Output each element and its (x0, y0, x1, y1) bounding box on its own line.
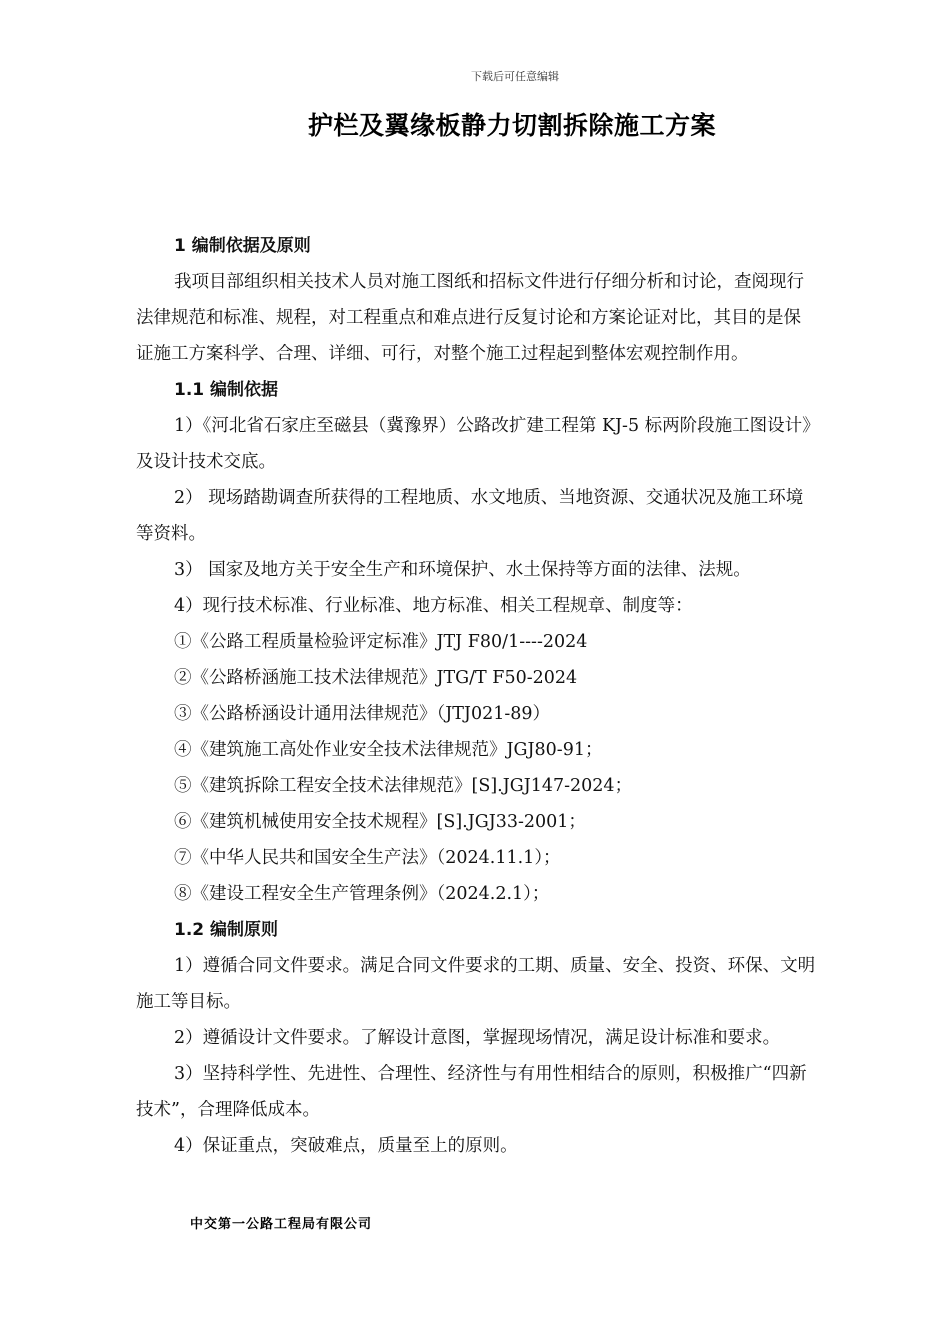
paragraph-line: 2）遵循设计文件要求。了解设计意图，掌握现场情况，满足设计标准和要求。 (174, 1028, 781, 1048)
reference-item: ⑧《建设工程安全生产管理条例》（2024.2.1）； (174, 884, 550, 904)
document-body (136, 228, 871, 1164)
paragraph-line: 法律规范和标准、规程，对工程重点和难点进行反复讨论和方案论证对比，其目的是保 (136, 308, 801, 328)
reference-item: ⑥《建筑机械使用安全技术规程》[S].JGJ33-2001； (174, 812, 586, 832)
paragraph-line: 技术”，合理降低成本。 (136, 1100, 320, 1120)
subsection-heading: 1.2 编制原则 (174, 920, 279, 940)
reference-item: ⑦《中华人民共和国安全生产法》（2024.11.1）； (174, 848, 561, 868)
paragraph-line: 1）《河北省石家庄至磁县（冀豫界）公路改扩建工程第 KJ-5 标两阶段施工图设计》 (174, 416, 820, 436)
paragraph-line: 3） 国家及地方关于安全生产和环境保护、水土保持等方面的法律、法规。 (174, 560, 751, 580)
document-title: 护栏及翼缘板静力切割拆除施工方案 (308, 111, 717, 140)
paragraph-line: 4）现行技术标准、行业标准、地方标准、相关工程规章、制度等： (174, 596, 693, 616)
header-note: 下载后可任意编辑 (471, 70, 559, 83)
paragraph-line: 施工等目标。 (136, 992, 241, 1012)
paragraph-line: 1）遵循合同文件要求。满足合同文件要求的工期、质量、安全、投资、环保、文明 (174, 956, 816, 976)
paragraph-line: 证施工方案科学、合理、详细、可行，对整个施工过程起到整体宏观控制作用。 (136, 344, 749, 364)
paragraph-line: 及设计技术交底。 (136, 452, 276, 472)
reference-item: ④《建筑施工高处作业安全技术法律规范》JGJ80-91； (174, 740, 603, 760)
footer-company-name: 中交第一公路工程局有限公司 (190, 1217, 373, 1232)
paragraph-line: 2） 现场踏勘调查所获得的工程地质、水文地质、当地资源、交通状况及施工环境 (174, 488, 804, 508)
reference-item: ⑤《建筑拆除工程安全技术法律规范》[S].JGJ147-2024； (174, 776, 633, 796)
paragraph-line: 等资料。 (136, 524, 206, 544)
paragraph-line: 3）坚持科学性、先进性、合理性、经济性与有用性相结合的原则，积极推广“四新 (174, 1064, 807, 1084)
reference-item: ③《公路桥涵设计通用法律规范》（JTJ021-89） (174, 704, 551, 724)
reference-item: ①《公路工程质量检验评定标准》JTJ F80/1----2024 (174, 632, 588, 652)
reference-item: ②《公路桥涵施工技术法律规范》JTG/T F50-2024 (174, 668, 578, 688)
paragraph-line: 4）保证重点，突破难点，质量至上的原则。 (174, 1136, 518, 1156)
paragraph-line: 我项目部组织相关技术人员对施工图纸和招标文件进行仔细分析和讨论，查阅现行 (174, 272, 804, 292)
section-heading: 1 编制依据及原则 (174, 236, 311, 256)
subsection-heading: 1.1 编制依据 (174, 380, 279, 400)
